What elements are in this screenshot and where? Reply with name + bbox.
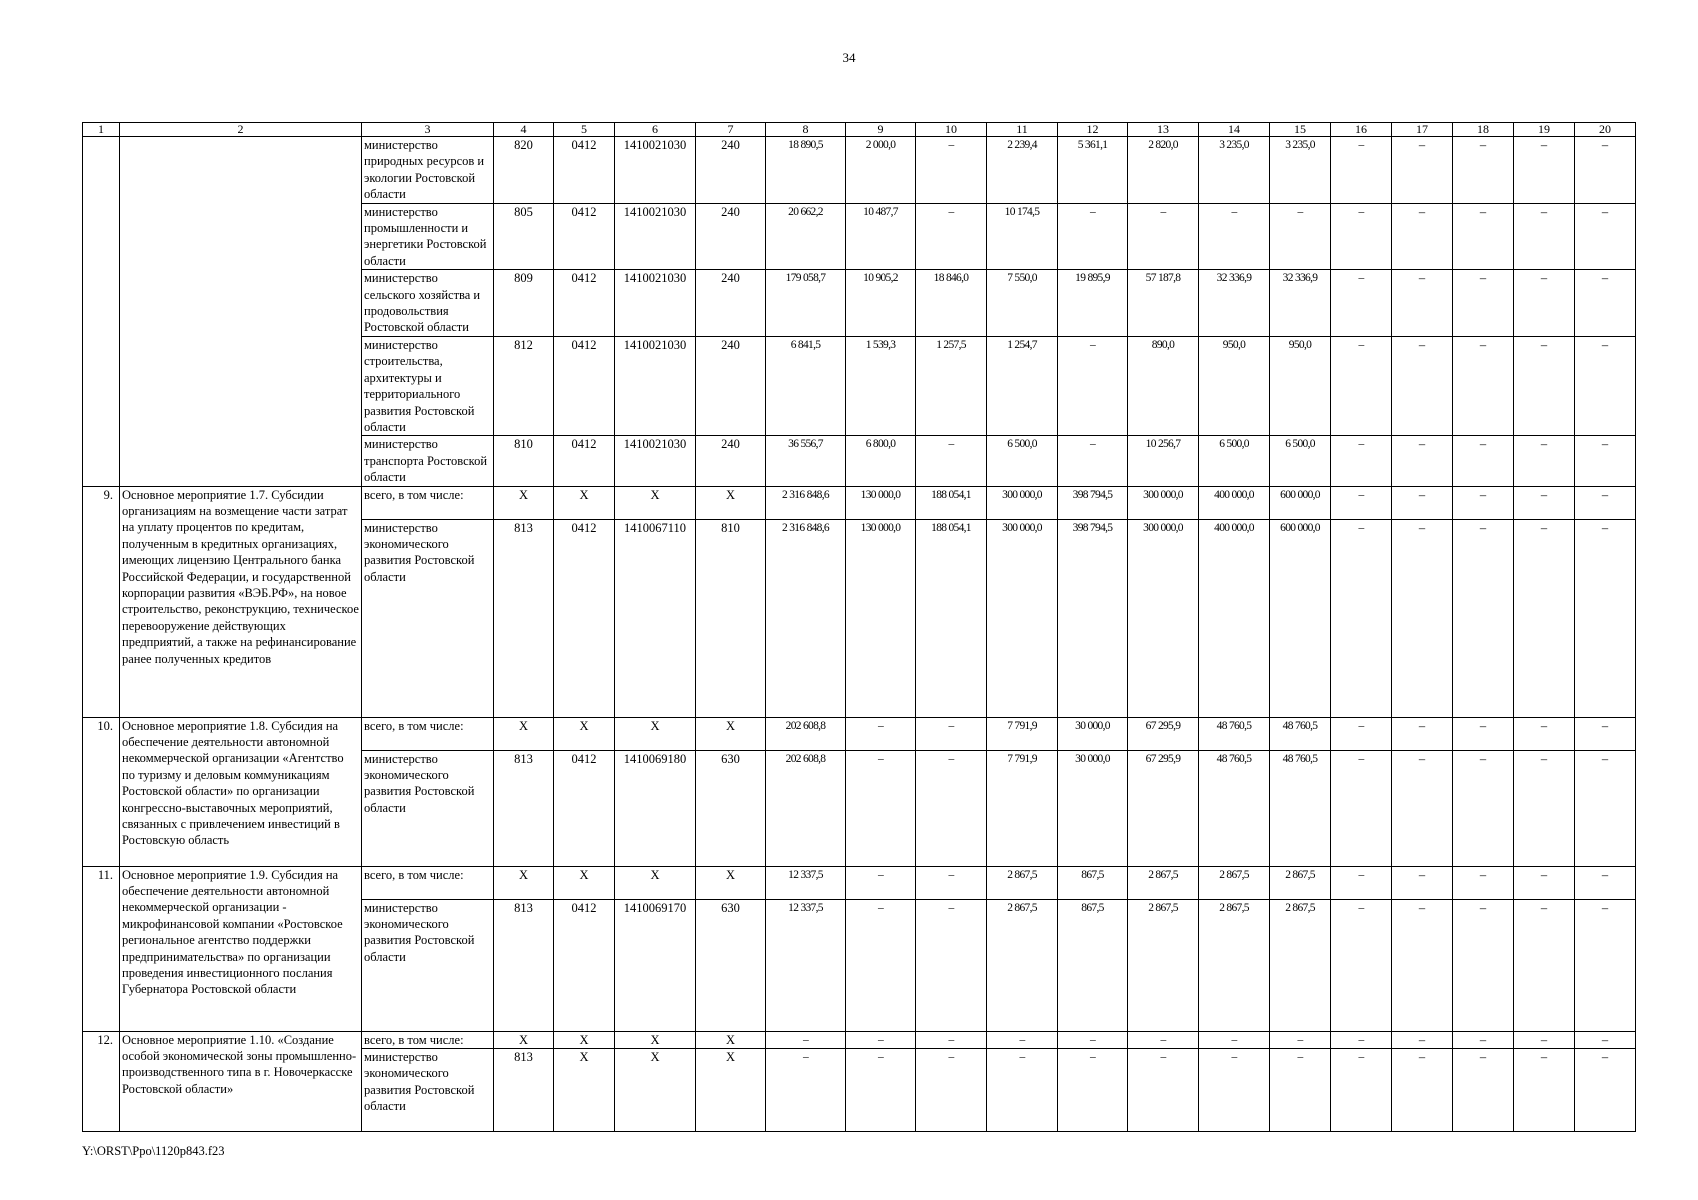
amount-cell: – bbox=[916, 203, 987, 270]
amount-cell: – bbox=[1331, 519, 1392, 717]
executor-name: министерство промышленности и энергетики Ростовской области bbox=[362, 203, 494, 270]
amount-cell: – bbox=[1331, 270, 1392, 337]
amount-cell: – bbox=[916, 866, 987, 899]
executor-name: всего, в том числе: bbox=[362, 866, 494, 899]
amount-cell: 600 000,0 bbox=[1270, 519, 1331, 717]
amount-cell: 57 187,8 bbox=[1128, 270, 1199, 337]
code-cell: – bbox=[1514, 270, 1575, 337]
amount-cell: – bbox=[1331, 1048, 1392, 1131]
code-cell: X bbox=[554, 866, 615, 899]
amount-cell: – bbox=[1199, 1031, 1270, 1048]
code-cell: 0412 bbox=[554, 137, 615, 204]
amount-cell: 398 794,5 bbox=[1058, 486, 1128, 519]
code-cell: – bbox=[1453, 436, 1514, 486]
amount-cell: – bbox=[846, 1048, 916, 1131]
amount-cell: 179 058,7 bbox=[766, 270, 846, 337]
column-number: 2 bbox=[120, 123, 362, 137]
executor-name: всего, в том числе: bbox=[362, 486, 494, 519]
code-cell: X bbox=[696, 717, 766, 750]
amount-cell: – bbox=[1128, 1048, 1199, 1131]
code-cell: – bbox=[1575, 436, 1636, 486]
amount-cell: 67 295,9 bbox=[1128, 717, 1199, 750]
code-cell: – bbox=[1453, 866, 1514, 899]
code-cell: X bbox=[615, 486, 696, 519]
code-cell: – bbox=[1514, 1048, 1575, 1131]
code-cell: 809 bbox=[494, 270, 554, 337]
amount-cell: – bbox=[766, 1048, 846, 1131]
amount-cell: 130 000,0 bbox=[846, 519, 916, 717]
amount-cell: 400 000,0 bbox=[1199, 519, 1270, 717]
amount-cell: 6 500,0 bbox=[1199, 436, 1270, 486]
table-row bbox=[83, 866, 1636, 899]
amount-cell: 6 800,0 bbox=[846, 436, 916, 486]
amount-cell: 7 791,9 bbox=[987, 750, 1058, 866]
table-row bbox=[83, 717, 1636, 750]
amount-cell: – bbox=[1058, 1031, 1128, 1048]
code-cell: X bbox=[615, 1048, 696, 1131]
amount-cell: 32 336,9 bbox=[1199, 270, 1270, 337]
code-cell: 813 bbox=[494, 750, 554, 866]
amount-cell: – bbox=[1270, 203, 1331, 270]
code-cell: – bbox=[1392, 899, 1453, 1031]
code-cell: X bbox=[554, 486, 615, 519]
executor-name: министерство транспорта Ростовской области bbox=[362, 436, 494, 486]
executor-name: министерство природных ресурсов и экологии Ростовской области bbox=[362, 137, 494, 204]
amount-cell: 18 846,0 bbox=[916, 270, 987, 337]
column-number: 15 bbox=[1270, 123, 1331, 137]
amount-cell: 2 867,5 bbox=[987, 866, 1058, 899]
amount-cell: – bbox=[1331, 750, 1392, 866]
amount-cell: 3 235,0 bbox=[1199, 137, 1270, 204]
column-number: 20 bbox=[1575, 123, 1636, 137]
code-cell: – bbox=[1575, 866, 1636, 899]
amount-cell: – bbox=[987, 1031, 1058, 1048]
amount-cell: – bbox=[1128, 203, 1199, 270]
code-cell: – bbox=[1575, 519, 1636, 717]
code-cell: – bbox=[1514, 899, 1575, 1031]
amount-cell: – bbox=[1270, 1031, 1331, 1048]
code-cell: – bbox=[1453, 336, 1514, 435]
code-cell: – bbox=[1453, 1048, 1514, 1131]
amount-cell: 2 867,5 bbox=[1270, 866, 1331, 899]
amount-cell: 2 867,5 bbox=[1199, 866, 1270, 899]
code-cell: 1410021030 bbox=[615, 270, 696, 337]
column-number: 6 bbox=[615, 123, 696, 137]
amount-cell: – bbox=[916, 436, 987, 486]
code-cell: – bbox=[1453, 203, 1514, 270]
measure-name: Основное мероприятие 1.8. Субсидия на обеспечение деятельности автономной некоммерческой организации «Агентство по туризму и деловым коммуникациям Ростовской области» по организации конгрессно-выставочных мероприятий, связанных с привлечением инвестиций в Ростовскую область bbox=[120, 717, 362, 866]
code-cell: X bbox=[615, 866, 696, 899]
amount-cell: – bbox=[1331, 866, 1392, 899]
code-cell: – bbox=[1453, 486, 1514, 519]
amount-cell: 202 608,8 bbox=[766, 717, 846, 750]
code-cell: 240 bbox=[696, 270, 766, 337]
amount-cell: 890,0 bbox=[1128, 336, 1199, 435]
code-cell: X bbox=[615, 717, 696, 750]
code-cell: 0412 bbox=[554, 519, 615, 717]
code-cell: – bbox=[1392, 336, 1453, 435]
code-cell: 240 bbox=[696, 203, 766, 270]
amount-cell: – bbox=[916, 137, 987, 204]
column-number: 10 bbox=[916, 123, 987, 137]
code-cell: – bbox=[1575, 336, 1636, 435]
code-cell: – bbox=[1575, 1031, 1636, 1048]
code-cell: X bbox=[615, 1031, 696, 1048]
row-number: 9. bbox=[83, 486, 120, 717]
code-cell: – bbox=[1514, 1031, 1575, 1048]
column-number: 8 bbox=[766, 123, 846, 137]
amount-cell: – bbox=[1058, 203, 1128, 270]
column-number: 13 bbox=[1128, 123, 1199, 137]
code-cell: – bbox=[1453, 899, 1514, 1031]
code-cell: 240 bbox=[696, 137, 766, 204]
code-cell: – bbox=[1453, 750, 1514, 866]
column-number: 11 bbox=[987, 123, 1058, 137]
code-cell: – bbox=[1392, 750, 1453, 866]
amount-cell: 2 316 848,6 bbox=[766, 486, 846, 519]
executor-name: всего, в том числе: bbox=[362, 717, 494, 750]
amount-cell: 36 556,7 bbox=[766, 436, 846, 486]
amount-cell: 2 867,5 bbox=[1128, 899, 1199, 1031]
amount-cell: 2 820,0 bbox=[1128, 137, 1199, 204]
amount-cell: 48 760,5 bbox=[1199, 750, 1270, 866]
code-cell: X bbox=[696, 1031, 766, 1048]
amount-cell: – bbox=[766, 1031, 846, 1048]
amount-cell: 5 361,1 bbox=[1058, 137, 1128, 204]
measure-name: Основное мероприятие 1.9. Субсидия на обеспечение деятельности автономной некоммерческой организации - микрофинансовой компании «Ростовское региональное агентство поддержки предпринимательства» по организации проведения инвестиционного послания Губернатора Ростовской области bbox=[120, 866, 362, 1031]
code-cell: 820 bbox=[494, 137, 554, 204]
code-cell: 813 bbox=[494, 899, 554, 1031]
amount-cell: 950,0 bbox=[1270, 336, 1331, 435]
code-cell: X bbox=[696, 866, 766, 899]
table-row bbox=[83, 137, 1636, 204]
amount-cell: 950,0 bbox=[1199, 336, 1270, 435]
code-cell: – bbox=[1514, 336, 1575, 435]
amount-cell: 30 000,0 bbox=[1058, 750, 1128, 866]
code-cell: – bbox=[1453, 519, 1514, 717]
amount-cell: 2 000,0 bbox=[846, 137, 916, 204]
amount-cell: – bbox=[846, 866, 916, 899]
executor-name: министерство сельского хозяйства и продовольствия Ростовской области bbox=[362, 270, 494, 337]
amount-cell: 300 000,0 bbox=[1128, 486, 1199, 519]
amount-cell: 10 174,5 bbox=[987, 203, 1058, 270]
amount-cell: 12 337,5 bbox=[766, 866, 846, 899]
amount-cell: 2 867,5 bbox=[1199, 899, 1270, 1031]
measure-name bbox=[120, 137, 362, 487]
amount-cell: 188 054,1 bbox=[916, 519, 987, 717]
amount-cell: 867,5 bbox=[1058, 866, 1128, 899]
amount-cell: 20 662,2 bbox=[766, 203, 846, 270]
code-cell: – bbox=[1575, 270, 1636, 337]
amount-cell: 3 235,0 bbox=[1270, 137, 1331, 204]
code-cell: – bbox=[1392, 137, 1453, 204]
amount-cell: 7 550,0 bbox=[987, 270, 1058, 337]
code-cell: X bbox=[554, 717, 615, 750]
amount-cell: 6 500,0 bbox=[1270, 436, 1331, 486]
amount-cell: – bbox=[1199, 203, 1270, 270]
amount-cell: 6 841,5 bbox=[766, 336, 846, 435]
code-cell: X bbox=[554, 1031, 615, 1048]
program-financing-table bbox=[82, 122, 1636, 1132]
code-cell: 1410021030 bbox=[615, 203, 696, 270]
table-row bbox=[83, 486, 1636, 519]
code-cell: 1410069170 bbox=[615, 899, 696, 1031]
executor-name: министерство экономического развития Ростовской области bbox=[362, 899, 494, 1031]
code-cell: – bbox=[1392, 203, 1453, 270]
row-number: 12. bbox=[83, 1031, 120, 1131]
code-cell: – bbox=[1453, 270, 1514, 337]
amount-cell: – bbox=[846, 899, 916, 1031]
code-cell: – bbox=[1453, 717, 1514, 750]
amount-cell: – bbox=[846, 750, 916, 866]
code-cell: 0412 bbox=[554, 203, 615, 270]
amount-cell: – bbox=[1331, 137, 1392, 204]
amount-cell: 12 337,5 bbox=[766, 899, 846, 1031]
amount-cell: 300 000,0 bbox=[987, 486, 1058, 519]
code-cell: – bbox=[1514, 717, 1575, 750]
amount-cell: 130 000,0 bbox=[846, 486, 916, 519]
code-cell: – bbox=[1575, 1048, 1636, 1131]
amount-cell: 202 608,8 bbox=[766, 750, 846, 866]
code-cell: – bbox=[1575, 203, 1636, 270]
executor-name: всего, в том числе: bbox=[362, 1031, 494, 1048]
code-cell: – bbox=[1514, 750, 1575, 866]
code-cell: – bbox=[1392, 866, 1453, 899]
amount-cell: – bbox=[916, 717, 987, 750]
amount-cell: 10 256,7 bbox=[1128, 436, 1199, 486]
column-number: 4 bbox=[494, 123, 554, 137]
column-number-header bbox=[83, 123, 1636, 137]
amount-cell: 19 895,9 bbox=[1058, 270, 1128, 337]
column-number: 12 bbox=[1058, 123, 1128, 137]
column-number: 3 bbox=[362, 123, 494, 137]
amount-cell: – bbox=[916, 899, 987, 1031]
code-cell: X bbox=[494, 1031, 554, 1048]
amount-cell: – bbox=[1199, 1048, 1270, 1131]
amount-cell: – bbox=[1331, 1031, 1392, 1048]
code-cell: 812 bbox=[494, 336, 554, 435]
code-cell: 813 bbox=[494, 519, 554, 717]
amount-cell: 300 000,0 bbox=[987, 519, 1058, 717]
amount-cell: 188 054,1 bbox=[916, 486, 987, 519]
amount-cell: 2 239,4 bbox=[987, 137, 1058, 204]
amount-cell: – bbox=[916, 1048, 987, 1131]
amount-cell: 600 000,0 bbox=[1270, 486, 1331, 519]
amount-cell: – bbox=[1331, 486, 1392, 519]
amount-cell: – bbox=[846, 1031, 916, 1048]
amount-cell: – bbox=[987, 1048, 1058, 1131]
column-number: 19 bbox=[1514, 123, 1575, 137]
row-number: 11. bbox=[83, 866, 120, 1031]
amount-cell: 398 794,5 bbox=[1058, 519, 1128, 717]
code-cell: 813 bbox=[494, 1048, 554, 1131]
code-cell: 1410021030 bbox=[615, 436, 696, 486]
amount-cell: 2 867,5 bbox=[987, 899, 1058, 1031]
measure-name: Основное мероприятие 1.10. «Создание особой экономической зоны промышленно-производственного типа в г. Новочеркасске Ростовской области» bbox=[120, 1031, 362, 1131]
code-cell: 1410021030 bbox=[615, 137, 696, 204]
code-cell: X bbox=[494, 486, 554, 519]
amount-cell: 10 487,7 bbox=[846, 203, 916, 270]
amount-cell: 1 254,7 bbox=[987, 336, 1058, 435]
amount-cell: – bbox=[1270, 1048, 1331, 1131]
column-number: 18 bbox=[1453, 123, 1514, 137]
amount-cell: – bbox=[1331, 717, 1392, 750]
amount-cell: 48 760,5 bbox=[1270, 750, 1331, 866]
column-number: 7 bbox=[696, 123, 766, 137]
amount-cell: 48 760,5 bbox=[1270, 717, 1331, 750]
amount-cell: – bbox=[1058, 1048, 1128, 1131]
code-cell: – bbox=[1392, 1048, 1453, 1131]
code-cell: – bbox=[1514, 519, 1575, 717]
amount-cell: – bbox=[1058, 336, 1128, 435]
code-cell: – bbox=[1392, 519, 1453, 717]
code-cell: – bbox=[1392, 1031, 1453, 1048]
code-cell: X bbox=[494, 717, 554, 750]
code-cell: – bbox=[1514, 866, 1575, 899]
code-cell: X bbox=[554, 1048, 615, 1131]
code-cell: – bbox=[1392, 486, 1453, 519]
footer-file-path: Y:\ORST\Ppo\1120p843.f23 bbox=[82, 1144, 225, 1158]
code-cell: 240 bbox=[696, 336, 766, 435]
code-cell: X bbox=[696, 1048, 766, 1131]
code-cell: 0412 bbox=[554, 436, 615, 486]
amount-cell: – bbox=[916, 1031, 987, 1048]
amount-cell: 2 867,5 bbox=[1270, 899, 1331, 1031]
amount-cell: 18 890,5 bbox=[766, 137, 846, 204]
code-cell: 0412 bbox=[554, 899, 615, 1031]
column-number: 16 bbox=[1331, 123, 1392, 137]
code-cell: 810 bbox=[494, 436, 554, 486]
amount-cell: – bbox=[916, 750, 987, 866]
code-cell: – bbox=[1392, 436, 1453, 486]
amount-cell: – bbox=[1331, 336, 1392, 435]
amount-cell: 867,5 bbox=[1058, 899, 1128, 1031]
row-number: 10. bbox=[83, 717, 120, 866]
code-cell: – bbox=[1392, 717, 1453, 750]
amount-cell: 2 316 848,6 bbox=[766, 519, 846, 717]
code-cell: – bbox=[1575, 899, 1636, 1031]
code-cell: 0412 bbox=[554, 270, 615, 337]
code-cell: 1410069180 bbox=[615, 750, 696, 866]
code-cell: 0412 bbox=[554, 336, 615, 435]
amount-cell: – bbox=[1331, 436, 1392, 486]
code-cell: 810 bbox=[696, 519, 766, 717]
code-cell: – bbox=[1514, 486, 1575, 519]
code-cell: – bbox=[1514, 137, 1575, 204]
code-cell: 1410021030 bbox=[615, 336, 696, 435]
page-number: 34 bbox=[842, 50, 856, 65]
code-cell: X bbox=[696, 486, 766, 519]
code-cell: – bbox=[1453, 1031, 1514, 1048]
code-cell: – bbox=[1575, 750, 1636, 866]
amount-cell: 48 760,5 bbox=[1199, 717, 1270, 750]
amount-cell: 67 295,9 bbox=[1128, 750, 1199, 866]
executor-name: министерство экономического развития Ростовской области bbox=[362, 519, 494, 717]
code-cell: – bbox=[1575, 486, 1636, 519]
amount-cell: 30 000,0 bbox=[1058, 717, 1128, 750]
amount-cell: 6 500,0 bbox=[987, 436, 1058, 486]
amount-cell: 7 791,9 bbox=[987, 717, 1058, 750]
code-cell: – bbox=[1453, 137, 1514, 204]
executor-name: министерство экономического развития Ростовской области bbox=[362, 750, 494, 866]
amount-cell: 32 336,9 bbox=[1270, 270, 1331, 337]
amount-cell: 10 905,2 bbox=[846, 270, 916, 337]
table-row bbox=[83, 1031, 1636, 1048]
code-cell: – bbox=[1514, 436, 1575, 486]
amount-cell: 1 257,5 bbox=[916, 336, 987, 435]
code-cell: – bbox=[1514, 203, 1575, 270]
column-number: 14 bbox=[1199, 123, 1270, 137]
column-number: 5 bbox=[554, 123, 615, 137]
code-cell: 1410067110 bbox=[615, 519, 696, 717]
column-number: 1 bbox=[83, 123, 120, 137]
amount-cell: 1 539,3 bbox=[846, 336, 916, 435]
amount-cell: – bbox=[1331, 899, 1392, 1031]
code-cell: – bbox=[1392, 270, 1453, 337]
amount-cell: – bbox=[1331, 203, 1392, 270]
row-number bbox=[83, 137, 120, 487]
amount-cell: 300 000,0 bbox=[1128, 519, 1199, 717]
amount-cell: – bbox=[1058, 436, 1128, 486]
column-number: 17 bbox=[1392, 123, 1453, 137]
code-cell: – bbox=[1575, 717, 1636, 750]
amount-cell: – bbox=[846, 717, 916, 750]
executor-name: министерство строительства, архитектуры и территориального развития Ростовской области bbox=[362, 336, 494, 435]
code-cell: X bbox=[494, 866, 554, 899]
code-cell: 240 bbox=[696, 436, 766, 486]
measure-name: Основное мероприятие 1.7. Субсидии организациям на возмещение части затрат на уплату процентов по кредитам, полученным в кредитных организациях, имеющих лицензию Центрального банка Российской Федерации, и государственной корпорации развития «ВЭБ.РФ», на новое строительство, реконструкцию, техническое перевооружение действующих предприятий, а также на рефинансирование ранее полученных кредитов bbox=[120, 486, 362, 717]
amount-cell: – bbox=[1128, 1031, 1199, 1048]
column-number: 9 bbox=[846, 123, 916, 137]
amount-cell: 400 000,0 bbox=[1199, 486, 1270, 519]
code-cell: 805 bbox=[494, 203, 554, 270]
code-cell: 630 bbox=[696, 750, 766, 866]
code-cell: 630 bbox=[696, 899, 766, 1031]
code-cell: – bbox=[1575, 137, 1636, 204]
amount-cell: 2 867,5 bbox=[1128, 866, 1199, 899]
code-cell: 0412 bbox=[554, 750, 615, 866]
executor-name: министерство экономического развития Ростовской области bbox=[362, 1048, 494, 1131]
